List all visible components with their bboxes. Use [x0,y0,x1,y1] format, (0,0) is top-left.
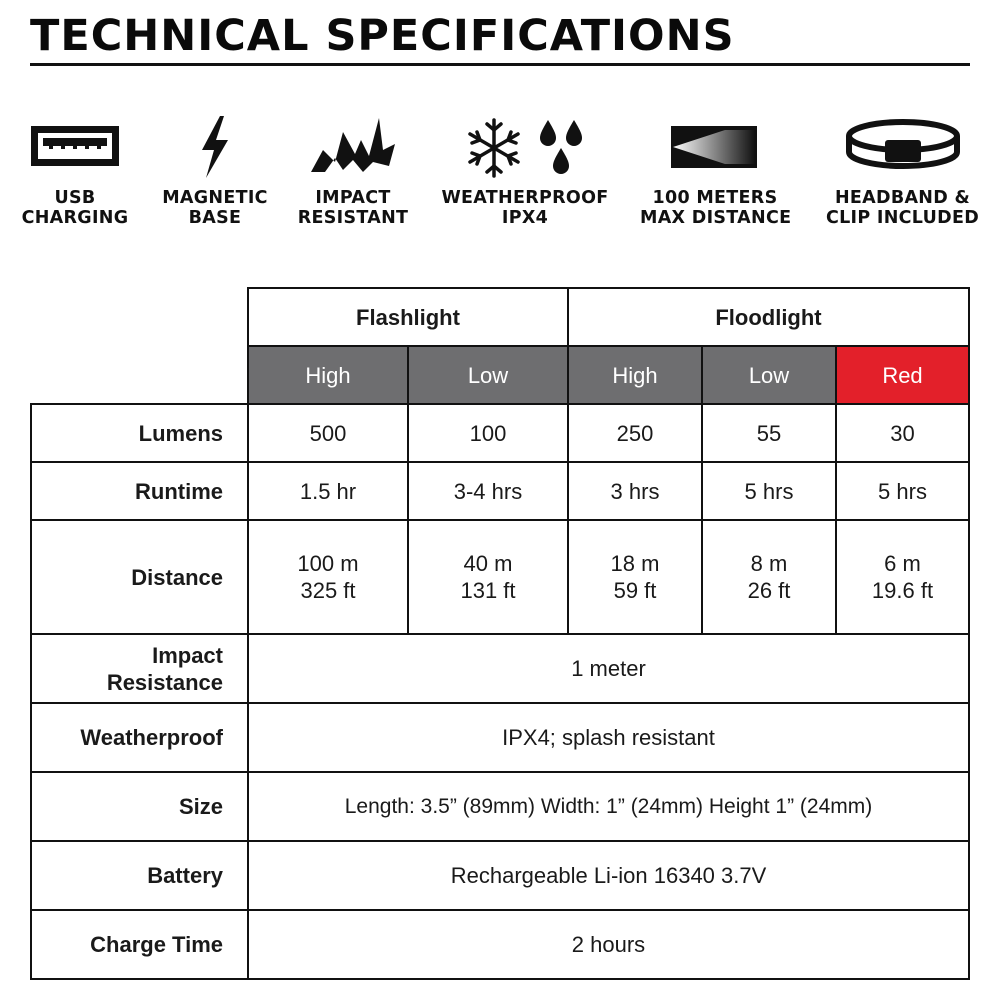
feature-label: USB CHARGING [21,188,129,228]
table-cell-charge-time: 2 hours [247,909,970,980]
mode-floodlight-high: High [567,345,703,405]
row-label-weatherproof: Weatherproof [30,702,249,773]
row-label-impact-resistance: Impact Resistance [30,633,249,704]
feature-label: WEATHERPROOF IPX4 [441,188,609,228]
table-cell: 5 hrs [701,461,837,521]
table-cell: 100 [407,403,569,463]
table-cell: 3 hrs [567,461,703,521]
table-cell: 500 [247,403,409,463]
table-cell-battery: Rechargeable Li-ion 16340 3.7V [247,840,970,911]
feature-headband-clip [825,110,980,240]
table-cell: 40 m 131 ft [407,519,569,635]
feature-label: 100 METERS MAX DISTANCE [640,188,792,228]
light-beam-icon [665,110,765,185]
table-cell: 5 hrs [835,461,970,521]
table-cell-size: Length: 3.5” (89mm) Width: 1” (24mm) Height 1” (24mm) [247,771,970,842]
impact-burst-icon [303,110,403,185]
table-cell: 55 [701,403,837,463]
table-cell: 8 m 26 ft [701,519,837,635]
lightning-bolt-icon [190,110,240,185]
row-label-distance: Distance [30,519,249,635]
group-floodlight: Floodlight [567,287,970,347]
table-cell: 18 m 59 ft [567,519,703,635]
row-label-runtime: Runtime [30,461,249,521]
row-label-size: Size [30,771,249,842]
row-label-charge-time: Charge Time [30,909,249,980]
headband-icon [843,110,963,185]
mode-floodlight-low: Low [701,345,837,405]
feature-label: MAGNETIC BASE [162,188,268,228]
page-title: TECHNICAL SPECIFICATIONS [30,11,735,61]
feature-magnetic-base [160,110,270,240]
table-cell-weatherproof: IPX4; splash resistant [247,702,970,773]
feature-label: IMPACT RESISTANT [297,188,409,228]
group-flashlight: Flashlight [247,287,569,347]
feature-label: HEADBAND & CLIP INCLUDED [825,188,980,228]
mode-flashlight-high: High [247,345,409,405]
row-label-battery: Battery [30,840,249,911]
mode-floodlight-red: Red [835,345,970,405]
feature-weatherproof [441,110,609,240]
snowflake-raindrops-icon [460,110,590,185]
mode-flashlight-low: Low [407,345,569,405]
feature-usb-charging [20,110,130,240]
table-cell-impact: 1 meter [247,633,970,704]
table-cell: 30 [835,403,970,463]
row-label-lumens: Lumens [30,403,249,463]
table-cell: 250 [567,403,703,463]
table-cell: 1.5 hr [247,461,409,521]
table-cell: 6 m 19.6 ft [835,519,970,635]
title-divider [30,63,970,66]
feature-impact-resistant [298,110,408,240]
feature-max-distance [640,110,792,240]
table-cell: 100 m 325 ft [247,519,409,635]
usb-port-icon [27,110,123,185]
table-cell: 3-4 hrs [407,461,569,521]
